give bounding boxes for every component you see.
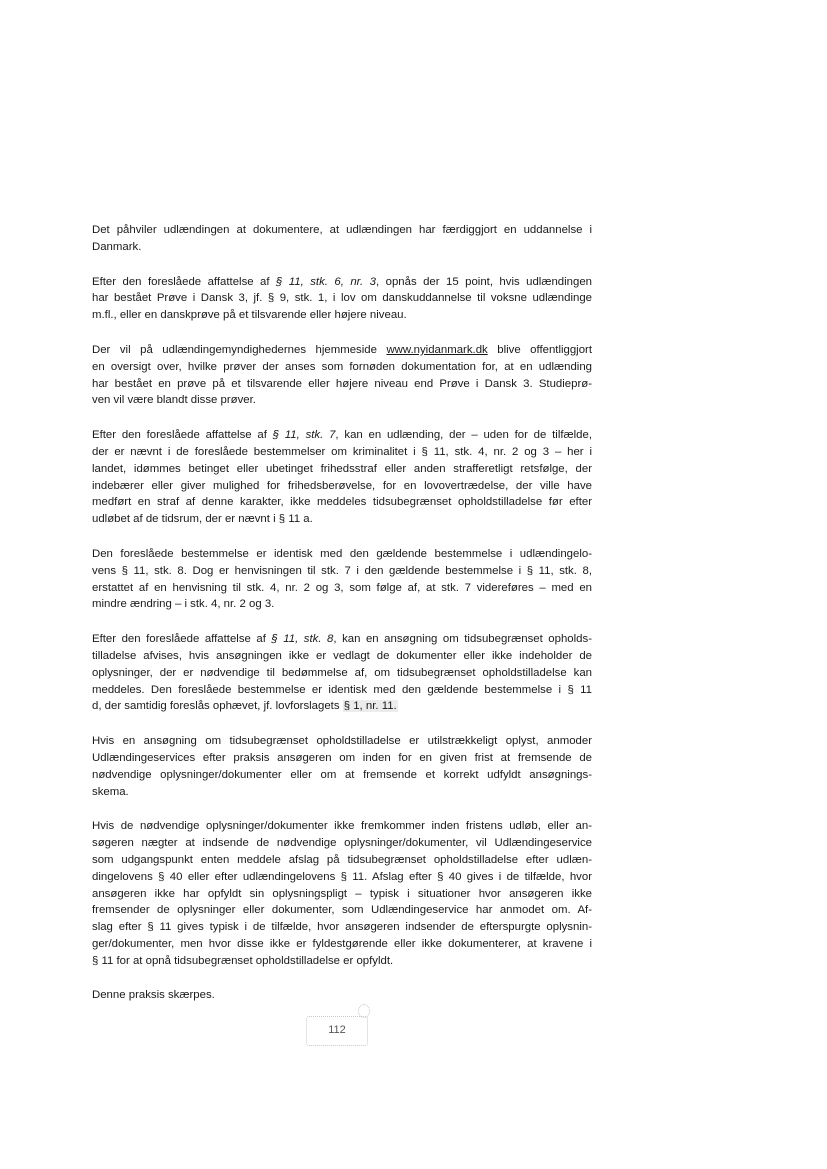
paragraph-criminality bbox=[92, 427, 592, 528]
text-segment: , kan en ansøgning om tidsubegrænset opholds- bbox=[333, 633, 592, 646]
text-line: Hvis en ansøgning om tidsubegrænset opholdstilladelse er utilstrækkeligt oplyst, anmoder bbox=[92, 735, 592, 748]
text-line: m.fl., eller en danskprøve på et tilsvarende eller højere niveau. bbox=[92, 309, 407, 322]
text-line: ansøgeren ikke har opfyldt sin oplysningspligt – typisk i situationer hvor ansøgeren ikke bbox=[92, 887, 592, 900]
website-link[interactable]: www.nyidanmark.dk bbox=[386, 343, 488, 356]
text-line: medført en straf af denne karakter, ikke meddeles tidsubegrænset opholdstilladelse før efter bbox=[92, 496, 592, 509]
text-segment: , kan en udlænding, der – uden for de tilfælde, bbox=[335, 429, 593, 442]
text-line: landet, idømmes betinget eller ubetinget frihedsstraf eller anden strafferetligt retsfølge, der bbox=[92, 462, 592, 475]
paragraph-application-rejection bbox=[92, 631, 592, 715]
highlighted-reference: § 1, nr. 11. bbox=[343, 700, 397, 713]
text-line bbox=[92, 274, 592, 291]
text-line: Udlændingeservices efter praksis ansøgeren om inden for en given frist at fremsende de bbox=[92, 751, 592, 764]
text-line: vens § 11, stk. 8. Dog er henvisningen til stk. 7 i den gældende bestemmelse i § 11, stk. 8, bbox=[92, 564, 592, 577]
text-line: meddeles. Den foreslåede bestemmelse er identisk med den gældende bestemmelse i § 11 bbox=[92, 683, 592, 696]
text-line: Danmark. bbox=[92, 240, 142, 253]
text-line: som udgangspunkt enten meddele afslag på tidsubegrænset opholdstilladelse efter udlæn- bbox=[92, 853, 592, 866]
text-segment: blive offentliggjort bbox=[487, 343, 593, 356]
paragraph-practice-tightened bbox=[92, 987, 592, 1004]
text-line: mindre ændring – i stk. 4, nr. 2 og 3. bbox=[92, 598, 275, 611]
text-segment: , opnås der 15 point, hvis udlændingen bbox=[376, 275, 592, 288]
paragraph-identical-provision bbox=[92, 546, 592, 613]
text-line bbox=[92, 342, 592, 359]
document-body bbox=[92, 222, 592, 1022]
text-line: Denne praksis skærpes. bbox=[92, 989, 215, 1002]
paragraph-website-overview bbox=[92, 342, 592, 409]
text-line: har bestået Prøve i Dansk 3, jf. § 9, stk. 1, i lov om danskuddannelse til voksne udlændinge bbox=[92, 292, 592, 305]
text-line: § 11 for at opnå tidsubegrænset opholdstilladelse er opfyldt. bbox=[92, 954, 394, 967]
text-line: Den foreslåede bestemmelse er identisk med den gældende bestemmelse i udlændingelo- bbox=[92, 547, 592, 560]
text-line: indebærer eller giver mulighed for frihedsberøvelse, for en lovovertrædelse, der ville have bbox=[92, 479, 592, 492]
page-number-badge bbox=[302, 1004, 372, 1050]
text-line: skema. bbox=[92, 785, 129, 798]
section-reference: § 11, stk. 8 bbox=[271, 633, 334, 646]
text-line: oplysninger, der er nødvendige til bedømmelse af, om tidsubegrænset opholdstilladelse kan bbox=[92, 666, 592, 679]
text-line: udløbet af de tidsrum, der er nævnt i § 11 a. bbox=[92, 513, 313, 526]
text-line: Det påhviler udlændingen at dokumentere, at udlændingen har færdiggjort en uddannelse i bbox=[92, 224, 592, 236]
text-segment: Efter den foreslåede affattelse af bbox=[92, 633, 272, 646]
section-reference: § 11, stk. 6, nr. 3 bbox=[276, 275, 376, 288]
text-line: slag efter § 11 gives typisk i de tilfælde, hvor ansøgeren indsender de efterspurgte oplysnin- bbox=[92, 921, 592, 934]
scroll-curl-icon bbox=[358, 1004, 370, 1018]
text-line: erstattet af en henvisning til stk. 4, nr. 2 og 3, som følge af, at stk. 7 videreføres – med en bbox=[92, 581, 592, 594]
text-line: en oversigt over, hvilke prøver der anses som fornøden dokumentation for, at en udlænding bbox=[92, 360, 592, 373]
text-line: ger/dokumenter, men hvor disse ikke er fyldestgørende eller ikke dokumenterer, at kravene i bbox=[92, 937, 592, 950]
paragraph-insufficient-information bbox=[92, 733, 592, 800]
text-line: søgeren nægter at indsende de nødvendige oplysninger/dokumenter, vil Udlændingeservice bbox=[92, 837, 592, 850]
paragraph-refusal-practice bbox=[92, 818, 592, 969]
text-segment: Efter den foreslåede affattelse af bbox=[92, 429, 273, 442]
text-line: fremsender de oplysninger eller dokumenter, som Udlændingeservice har anmodet om. Af- bbox=[92, 904, 592, 917]
text-line: tilladelse afvises, hvis ansøgningen ikke er vedlagt de dokumenter eller ikke indeholder de bbox=[92, 649, 592, 662]
text-line: Hvis de nødvendige oplysninger/dokumenter ikke fremkommer inden fristens udløb, eller an- bbox=[92, 820, 592, 833]
page-number: 112 bbox=[328, 1024, 346, 1036]
paragraph-danish-test-points bbox=[92, 274, 592, 324]
text-segment: d, der samtidig foreslås ophævet, jf. lovforslagets bbox=[92, 700, 343, 713]
paragraph-documentation-requirement bbox=[92, 222, 592, 256]
text-line bbox=[92, 698, 592, 715]
text-line: har bestået en prøve på et tilsvarende eller højere niveau end Prøve i Dansk 3. Studieprø- bbox=[92, 377, 592, 390]
text-line bbox=[92, 631, 592, 648]
text-line bbox=[92, 427, 592, 444]
text-line: dingelovens § 40 eller efter udlændingelovens § 11. Afslag efter § 40 gives i de tilfælde, hvor bbox=[92, 870, 592, 883]
section-reference: § 11, stk. 7 bbox=[272, 429, 336, 442]
text-segment: Der vil på udlændingemyndighedernes hjemmeside bbox=[92, 343, 387, 356]
text-line: nødvendige oplysninger/dokumenter eller om at fremsende et korrekt udfyldt ansøgnings- bbox=[92, 768, 592, 781]
text-segment: Efter den foreslåede affattelse af bbox=[92, 275, 277, 288]
text-line: ven vil være blandt disse prøver. bbox=[92, 394, 256, 407]
text-line: der er nævnt i de foreslåede bestemmelser om kriminalitet i § 11, stk. 4, nr. 2 og 3 – her i bbox=[92, 445, 592, 458]
